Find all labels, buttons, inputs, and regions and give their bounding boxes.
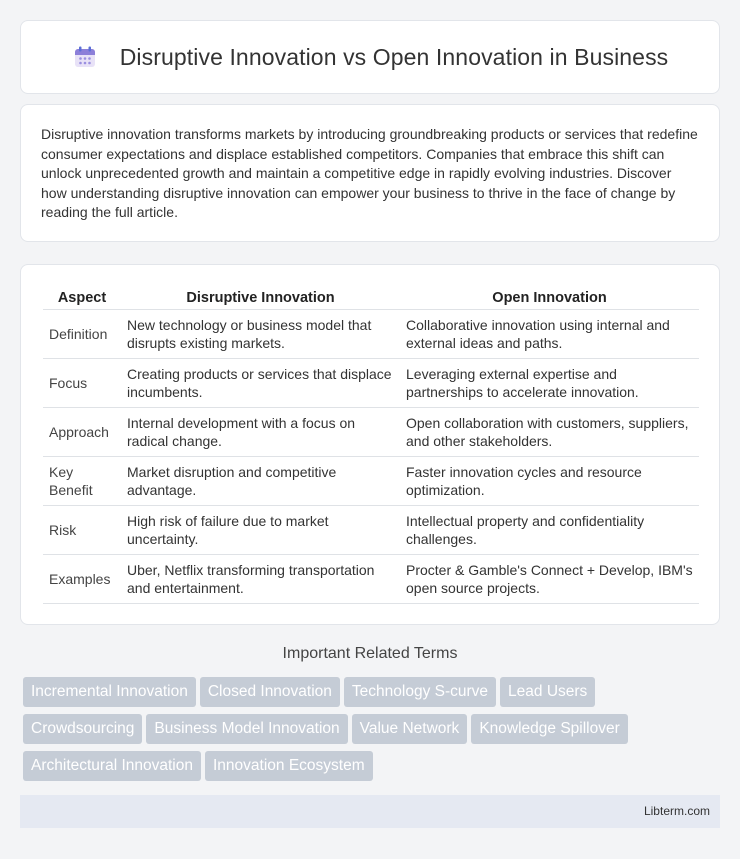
tag-business-model-innovation[interactable]: Business Model Innovation <box>146 714 347 744</box>
tag-architectural-innovation[interactable]: Architectural Innovation <box>23 751 201 781</box>
table-header-row <box>43 285 699 310</box>
related-terms-list <box>23 677 723 788</box>
row-disruptive: Market disruption and competitive advantage. <box>121 457 400 506</box>
row-aspect: Definition <box>43 310 121 359</box>
tag-incremental-innovation[interactable]: Incremental Innovation <box>23 677 196 707</box>
footer-site-link[interactable]: Libterm.com <box>643 804 710 818</box>
tag-technology-s-curve[interactable]: Technology S-curve <box>344 677 496 707</box>
row-aspect: Approach <box>43 408 121 457</box>
tag-value-network[interactable]: Value Network <box>352 714 468 744</box>
row-disruptive: Creating products or services that displace incumbents. <box>121 359 400 408</box>
page-title: Disruptive Innovation vs Open Innovation in Business <box>119 43 669 70</box>
table-row <box>43 555 699 604</box>
tag-knowledge-spillover[interactable]: Knowledge Spillover <box>471 714 627 744</box>
row-aspect: Risk <box>43 506 121 555</box>
row-open: Open collaboration with customers, suppliers, and other stakeholders. <box>400 408 699 457</box>
intro-text: Disruptive innovation transforms markets by introducing groundbreaking products or services that redefine consumer expectations and displace established competitors. Companies that embrace this shift can unlock unprecedented growth and maintain a competitive edge in rapidly evolving industries. Discover how understanding disruptive innovation can empower your business to thrive in the face of change by reading the full article. <box>41 126 698 221</box>
table-row <box>43 506 699 555</box>
comparison-table <box>43 285 699 604</box>
row-aspect: Focus <box>43 359 121 408</box>
header-disruptive: Disruptive Innovation <box>121 285 400 310</box>
row-open: Collaborative innovation using internal and external ideas and paths. <box>400 310 699 359</box>
row-open: Procter & Gamble's Connect + Develop, IBM's open source projects. <box>400 555 699 604</box>
tag-lead-users[interactable]: Lead Users <box>500 677 595 707</box>
table-row <box>43 310 699 359</box>
table-row <box>43 359 699 408</box>
row-open: Intellectual property and confidentiality challenges. <box>400 506 699 555</box>
tag-closed-innovation[interactable]: Closed Innovation <box>200 677 340 707</box>
row-aspect: Examples <box>43 555 121 604</box>
calendar-icon <box>72 44 98 70</box>
row-open: Faster innovation cycles and resource optimization. <box>400 457 699 506</box>
header-card <box>20 20 720 94</box>
table-row <box>43 408 699 457</box>
row-disruptive: Internal development with a focus on radical change. <box>121 408 400 457</box>
tag-crowdsourcing[interactable]: Crowdsourcing <box>23 714 142 744</box>
comparison-card <box>20 264 720 625</box>
related-terms-title: Important Related Terms <box>282 645 458 662</box>
tag-innovation-ecosystem[interactable]: Innovation Ecosystem <box>205 751 373 781</box>
intro-card <box>20 104 720 242</box>
row-disruptive: New technology or business model that disrupts existing markets. <box>121 310 400 359</box>
row-disruptive: High risk of failure due to market uncertainty. <box>121 506 400 555</box>
row-open: Leveraging external expertise and partnerships to accelerate innovation. <box>400 359 699 408</box>
footer <box>20 795 720 828</box>
header-aspect: Aspect <box>43 285 121 310</box>
row-aspect: Key Benefit <box>43 457 121 506</box>
header-open: Open Innovation <box>400 285 699 310</box>
table-row <box>43 457 699 506</box>
row-disruptive: Uber, Netflix transforming transportation and entertainment. <box>121 555 400 604</box>
